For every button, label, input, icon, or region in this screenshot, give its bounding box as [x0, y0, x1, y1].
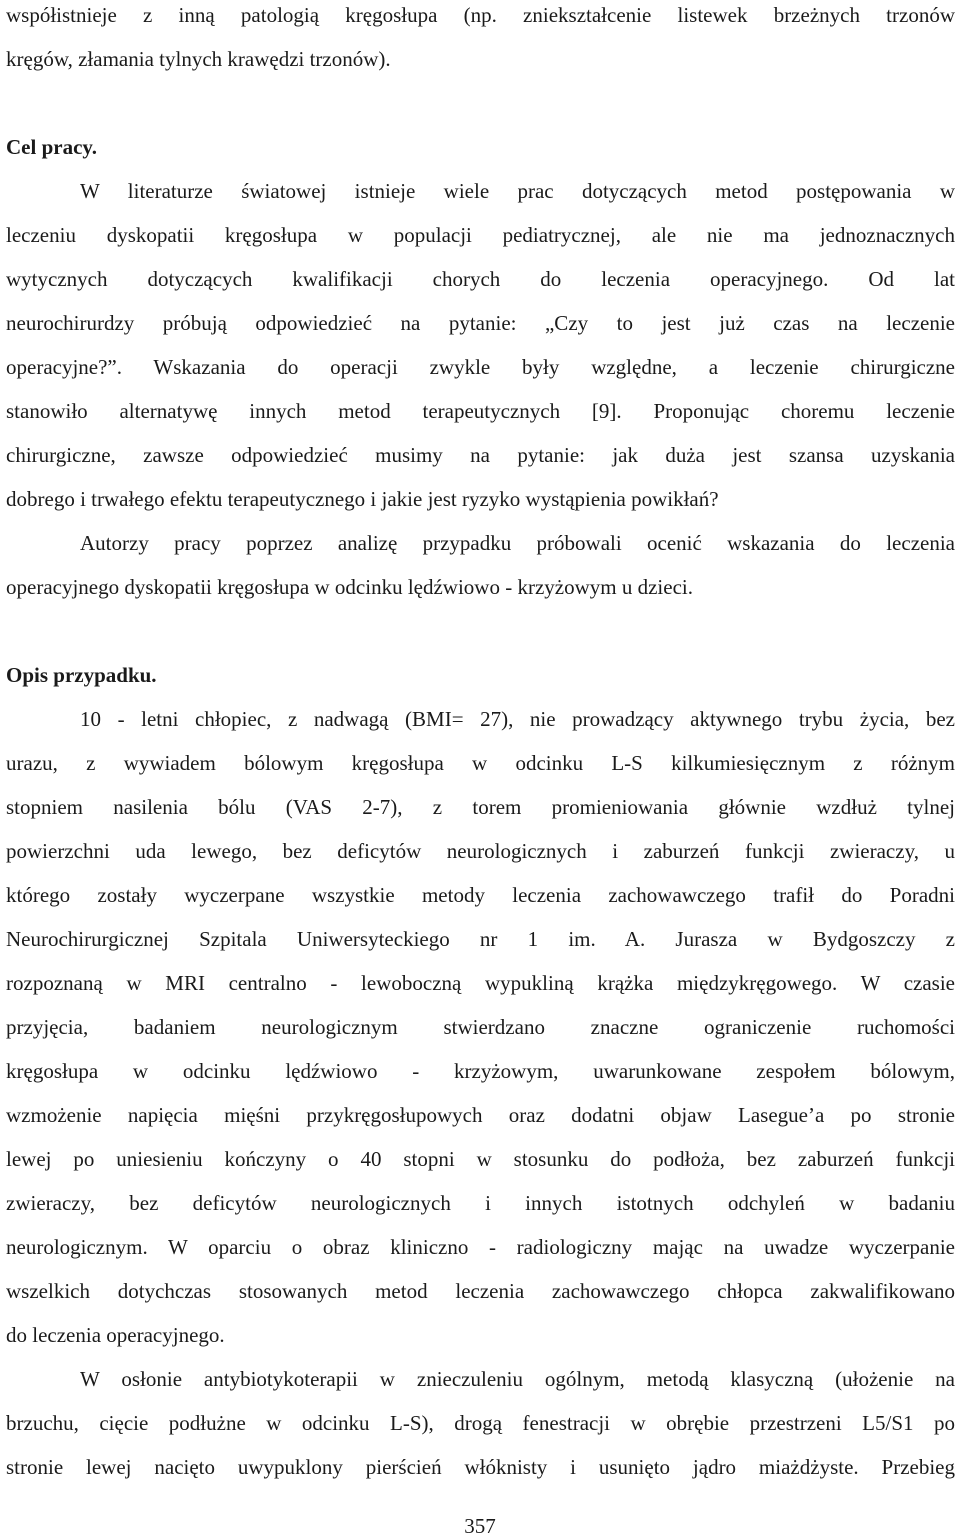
paragraph-line: wytycznych dotyczących kwalifikacji chorych do leczenia operacyjnego. Od lat — [6, 267, 955, 291]
paragraph-line: 10 - letni chłopiec, z nadwagą (BMI= 27), nie prowadzący aktywnego trybu życia, bez — [80, 707, 955, 731]
paragraph-line: leczeniu dyskopatii kręgosłupa w populacji pediatrycznej, ale nie ma jednoznacznych — [6, 223, 955, 247]
text-column — [6, 0, 955, 1496]
paragraph-line: chirurgiczne, zawsze odpowiedzieć musimy na pytanie: jak duża jest szansa uzyskania — [6, 443, 955, 467]
paragraph-line: neurologicznym. W oparciu o obraz kliniczno - radiologiczny mając na uwadze wyczerpanie — [6, 1235, 955, 1259]
paragraph-line: brzuchu, cięcie podłużne w odcinku L-S), drogą fenestracji w obrębie przestrzeni L5/S1 po — [6, 1411, 955, 1435]
blank-line — [6, 88, 955, 132]
paragraph-line: współistnieje z inną patologią kręgosłupa (np. zniekształcenie listewek brzeżnych trzonów — [6, 3, 955, 27]
page-number: 357 — [464, 1514, 496, 1538]
paragraph-line: kręgosłupa w odcinku lędźwiowo - krzyżowym, uwarunkowane zespołem bólowym, — [6, 1059, 955, 1083]
blank-line — [6, 616, 955, 660]
paragraph-line: W osłonie antybiotykoterapii w znieczuleniu ogólnym, metodą klasyczną (ułożenie na — [80, 1367, 955, 1391]
paragraph-line: Neurochirurgicznej Szpitala Uniwersyteckiego nr 1 im. A. Jurasza w Bydgoszczy z — [6, 927, 955, 951]
paragraph-line: wzmożenie napięcia mięśni przykręgosłupowych oraz dodatni objaw Lasegue’a po stronie — [6, 1103, 955, 1127]
paragraph-line: powierzchni uda lewego, bez deficytów neurologicznych i zaburzeń funkcji zwieraczy, u — [6, 839, 955, 863]
paragraph-line: neurochirurdzy próbują odpowiedzieć na pytanie: „Czy to jest już czas na leczenie — [6, 311, 955, 335]
paragraph-line: operacyjne?”. Wskazania do operacji zwykle były względne, a leczenie chirurgiczne — [6, 355, 955, 379]
paragraph-line: lewej po uniesieniu kończyny o 40 stopni w stosunku do podłoża, bez zaburzeń funkcji — [6, 1147, 955, 1171]
paragraph-line: którego zostały wyczerpane wszystkie metody leczenia zachowawczego trafił do Poradni — [6, 883, 955, 907]
paragraph-line: dobrego i trwałego efektu terapeutycznego i jakie jest ryzyko wystąpienia powikłań? — [6, 487, 719, 511]
paragraph-line: do leczenia operacyjnego. — [6, 1323, 225, 1347]
paragraph-line: W literaturze światowej istnieje wiele prac dotyczących metod postępowania w — [80, 179, 955, 203]
paragraph-line: przyjęcia, badaniem neurologicznym stwierdzano znaczne ograniczenie ruchomości — [6, 1015, 955, 1039]
section-heading-case: Opis przypadku. — [6, 663, 157, 687]
paragraph-line: operacyjnego dyskopatii kręgosłupa w odcinku lędźwiowo - krzyżowym u dzieci. — [6, 575, 693, 599]
paragraph-line: Autorzy pracy poprzez analizę przypadku próbowali ocenić wskazania do leczenia — [80, 531, 955, 555]
paragraph-line: stopniem nasilenia bólu (VAS 2-7), z torem promieniowania głównie wzdłuż tylnej — [6, 795, 955, 819]
paragraph-line: stronie lewej nacięto uwypuklony pierścień włóknisty i usunięto jądro miażdżyste. Przebieg — [6, 1455, 955, 1479]
paragraph-line: urazu, z wywiadem bólowym kręgosłupa w odcinku L-S kilkumiesięcznym z różnym — [6, 751, 955, 775]
paragraph-line: wszelkich dotychczas stosowanych metod leczenia zachowawczego chłopca zakwalifikowano — [6, 1279, 955, 1303]
paragraph-line: zwieraczy, bez deficytów neurologicznych i innych istotnych odchyleń w badaniu — [6, 1191, 955, 1215]
paragraph-line: rozpoznaną w MRI centralno - lewoboczną wypukliną krążka międzykręgowego. W czasie — [6, 971, 955, 995]
paragraph-line: stanowiło alternatywę innych metod terapeutycznych [9]. Proponując choremu leczenie — [6, 399, 955, 423]
section-heading-aim: Cel pracy. — [6, 135, 97, 159]
paragraph-line: kręgów, złamania tylnych krawędzi trzonów). — [6, 47, 391, 71]
